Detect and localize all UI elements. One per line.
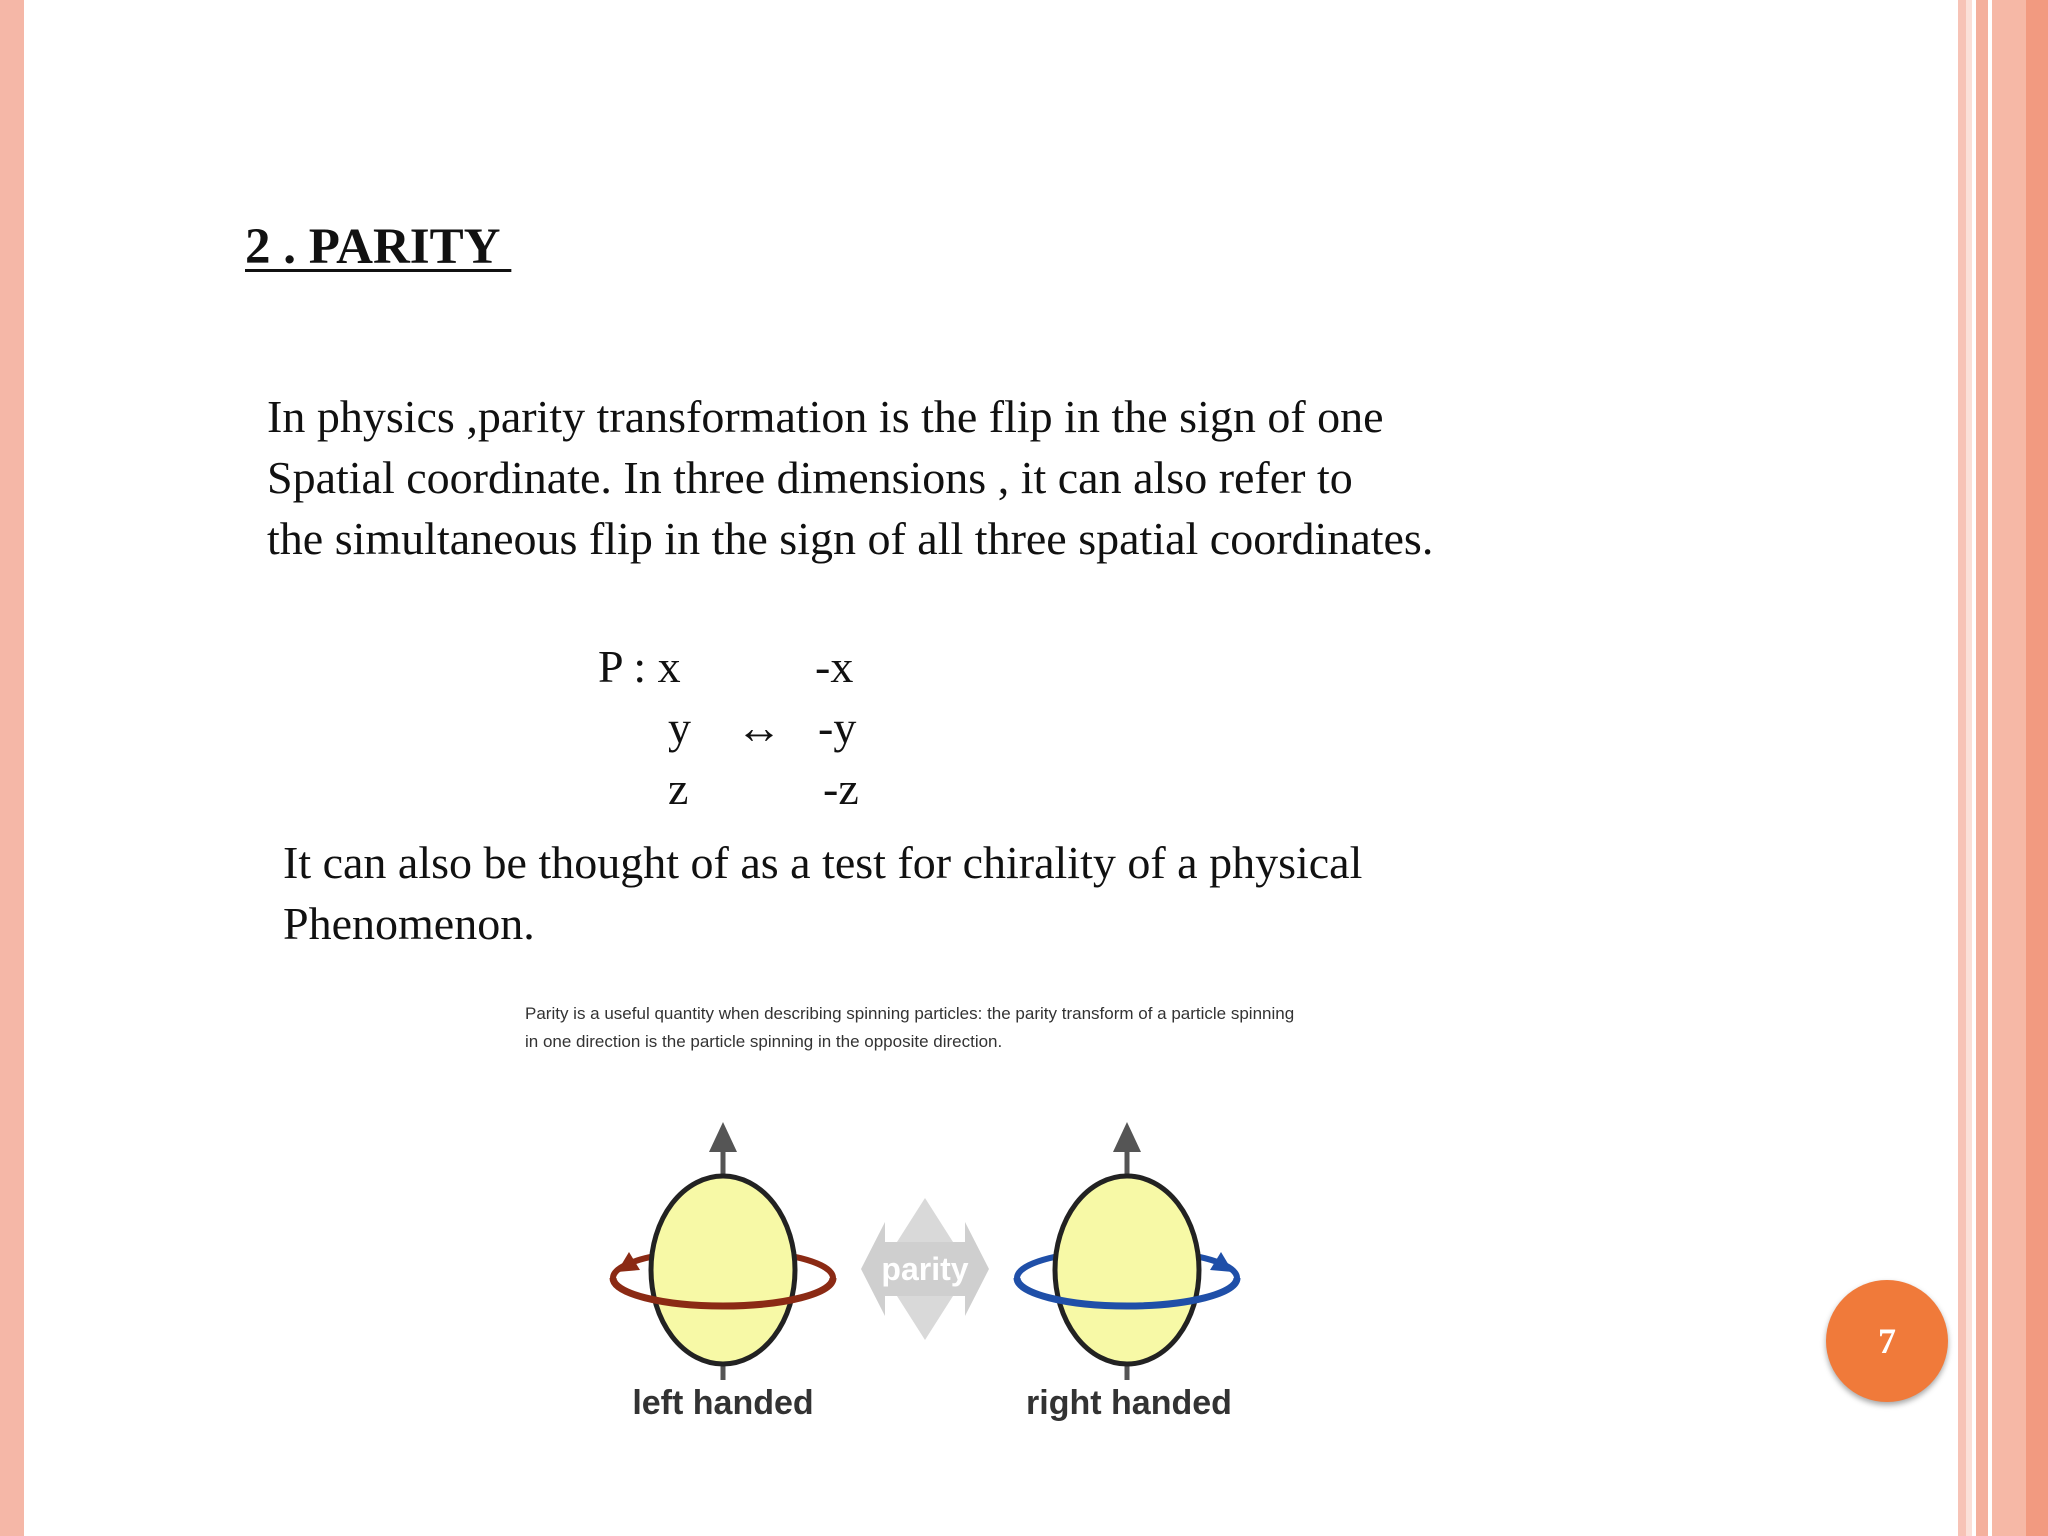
parity-double-arrow <box>861 1198 989 1340</box>
left-border-stripe <box>0 0 24 1536</box>
definition-paragraph <box>267 386 1867 569</box>
left-handed-label: left handed <box>632 1384 814 1422</box>
equation-prefix: P : x <box>598 641 681 692</box>
left-handed-particle <box>613 1122 833 1380</box>
equation-left-z: z <box>668 763 689 814</box>
down-arrow-shape <box>897 1296 953 1340</box>
right-border-stripe <box>1958 0 1966 1536</box>
equation-arrow: ↔ <box>736 702 782 753</box>
right-border-stripe <box>1966 0 1972 1536</box>
right-border-stripe <box>1992 0 2026 1536</box>
parity-label: parity <box>881 1251 969 1287</box>
paragraph-line: In physics ,parity transformation is the flip in the sign of one <box>267 391 1384 442</box>
paragraph-line: the simultaneous flip in the sign of all three spatial coordinates. <box>267 513 1434 564</box>
particle-sphere <box>1055 1176 1199 1364</box>
right-handed-particle <box>1017 1122 1237 1380</box>
up-arrow-shape <box>897 1198 953 1242</box>
paragraph-line: Spatial coordinate. In three dimensions , it can also refer to <box>267 452 1353 503</box>
parity-figure <box>505 990 1385 1440</box>
page-number: 7 <box>1878 1321 1896 1361</box>
spin-axis-arrowhead <box>709 1122 737 1152</box>
paragraph-line: It can also be thought of as a test for chirality of a physical <box>283 837 1363 888</box>
paragraph-line: Phenomenon. <box>283 898 535 949</box>
caption-line: in one direction is the particle spinning in the opposite direction. <box>525 1032 1003 1051</box>
spin-diagram <box>505 990 1385 1440</box>
particle-sphere <box>651 1176 795 1364</box>
right-border-stripe <box>1976 0 1988 1536</box>
equation-right-y: -y <box>818 702 857 753</box>
equation-right-x: -x <box>815 641 854 692</box>
chirality-paragraph <box>283 832 1883 954</box>
equation-right-z: -z <box>823 763 859 814</box>
caption-line: Parity is a useful quantity when describing spinning particles: the parity transform of a particle spinning <box>525 1004 1295 1023</box>
right-handed-label: right handed <box>1026 1384 1232 1422</box>
equation-left-y: y <box>668 702 691 753</box>
spin-axis-arrowhead <box>1113 1122 1141 1152</box>
page-number-badge <box>1826 1280 1948 1402</box>
right-border-stripe <box>2026 0 2048 1536</box>
slide-heading: 2 . PARITY <box>245 219 512 275</box>
